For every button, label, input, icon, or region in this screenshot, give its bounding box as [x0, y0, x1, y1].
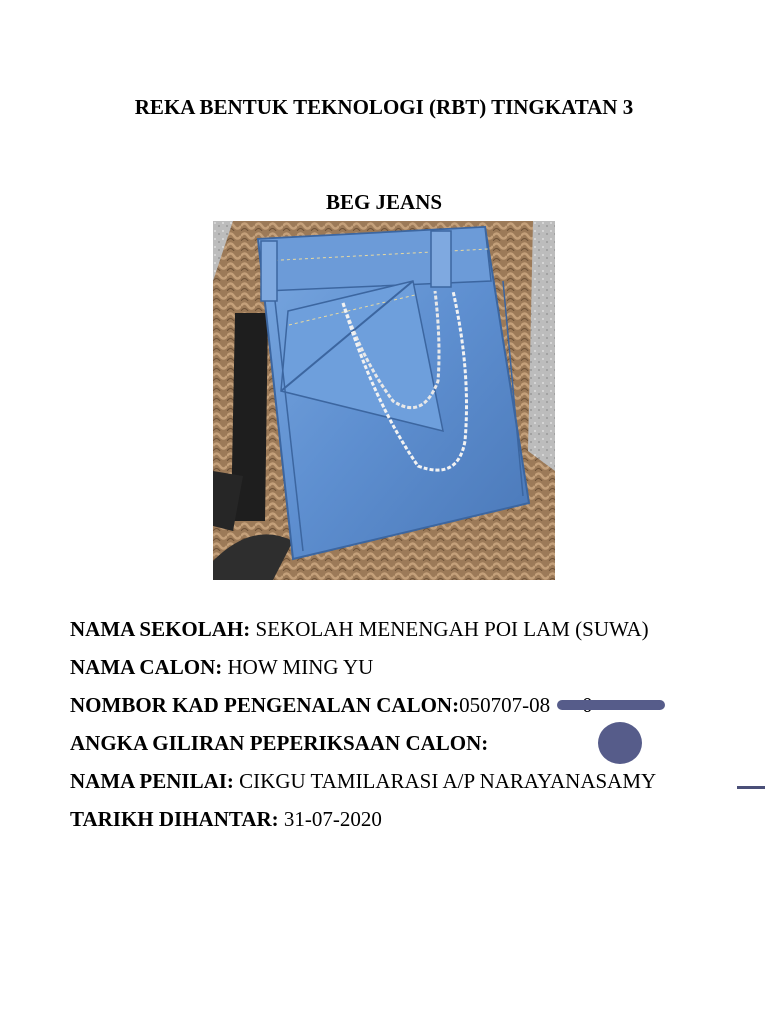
field-label: TARIKH DIHANTAR:: [70, 807, 279, 831]
field-label: NAMA CALON:: [70, 655, 223, 679]
field-candidate-name: [70, 648, 670, 686]
field-label: ANGKA GILIRAN PEPERIKSAAN CALON:: [70, 731, 489, 755]
field-label: NOMBOR KAD PENGENALAN CALON:: [70, 693, 460, 717]
field-value: HOW MING YU: [222, 655, 374, 679]
field-value: SEKOLAH MENENGAH POI LAM (SUWA): [250, 617, 649, 641]
field-label: NAMA PENILAI:: [70, 769, 234, 793]
field-date-submitted: [70, 800, 670, 838]
field-exam-index: [70, 724, 670, 762]
edge-mark: [737, 786, 765, 789]
field-school: [70, 610, 670, 648]
redaction-bar: [557, 700, 665, 710]
field-value: 050707-08: [459, 693, 551, 717]
field-label: NAMA SEKOLAH:: [70, 617, 251, 641]
field-assessor: [70, 762, 670, 800]
field-value: 31-07-2020: [278, 807, 382, 831]
project-title: BEG JEANS: [325, 190, 443, 214]
denim-bag-photo: [213, 221, 555, 580]
document-title: REKA BENTUK TEKNOLOGI (RBT) TINGKATAN 3: [134, 95, 634, 119]
redaction-dot: [598, 722, 642, 764]
field-value: CIKGU TAMILARASI A/P NARAYANASAMY: [233, 769, 657, 793]
candidate-details: [70, 610, 670, 838]
